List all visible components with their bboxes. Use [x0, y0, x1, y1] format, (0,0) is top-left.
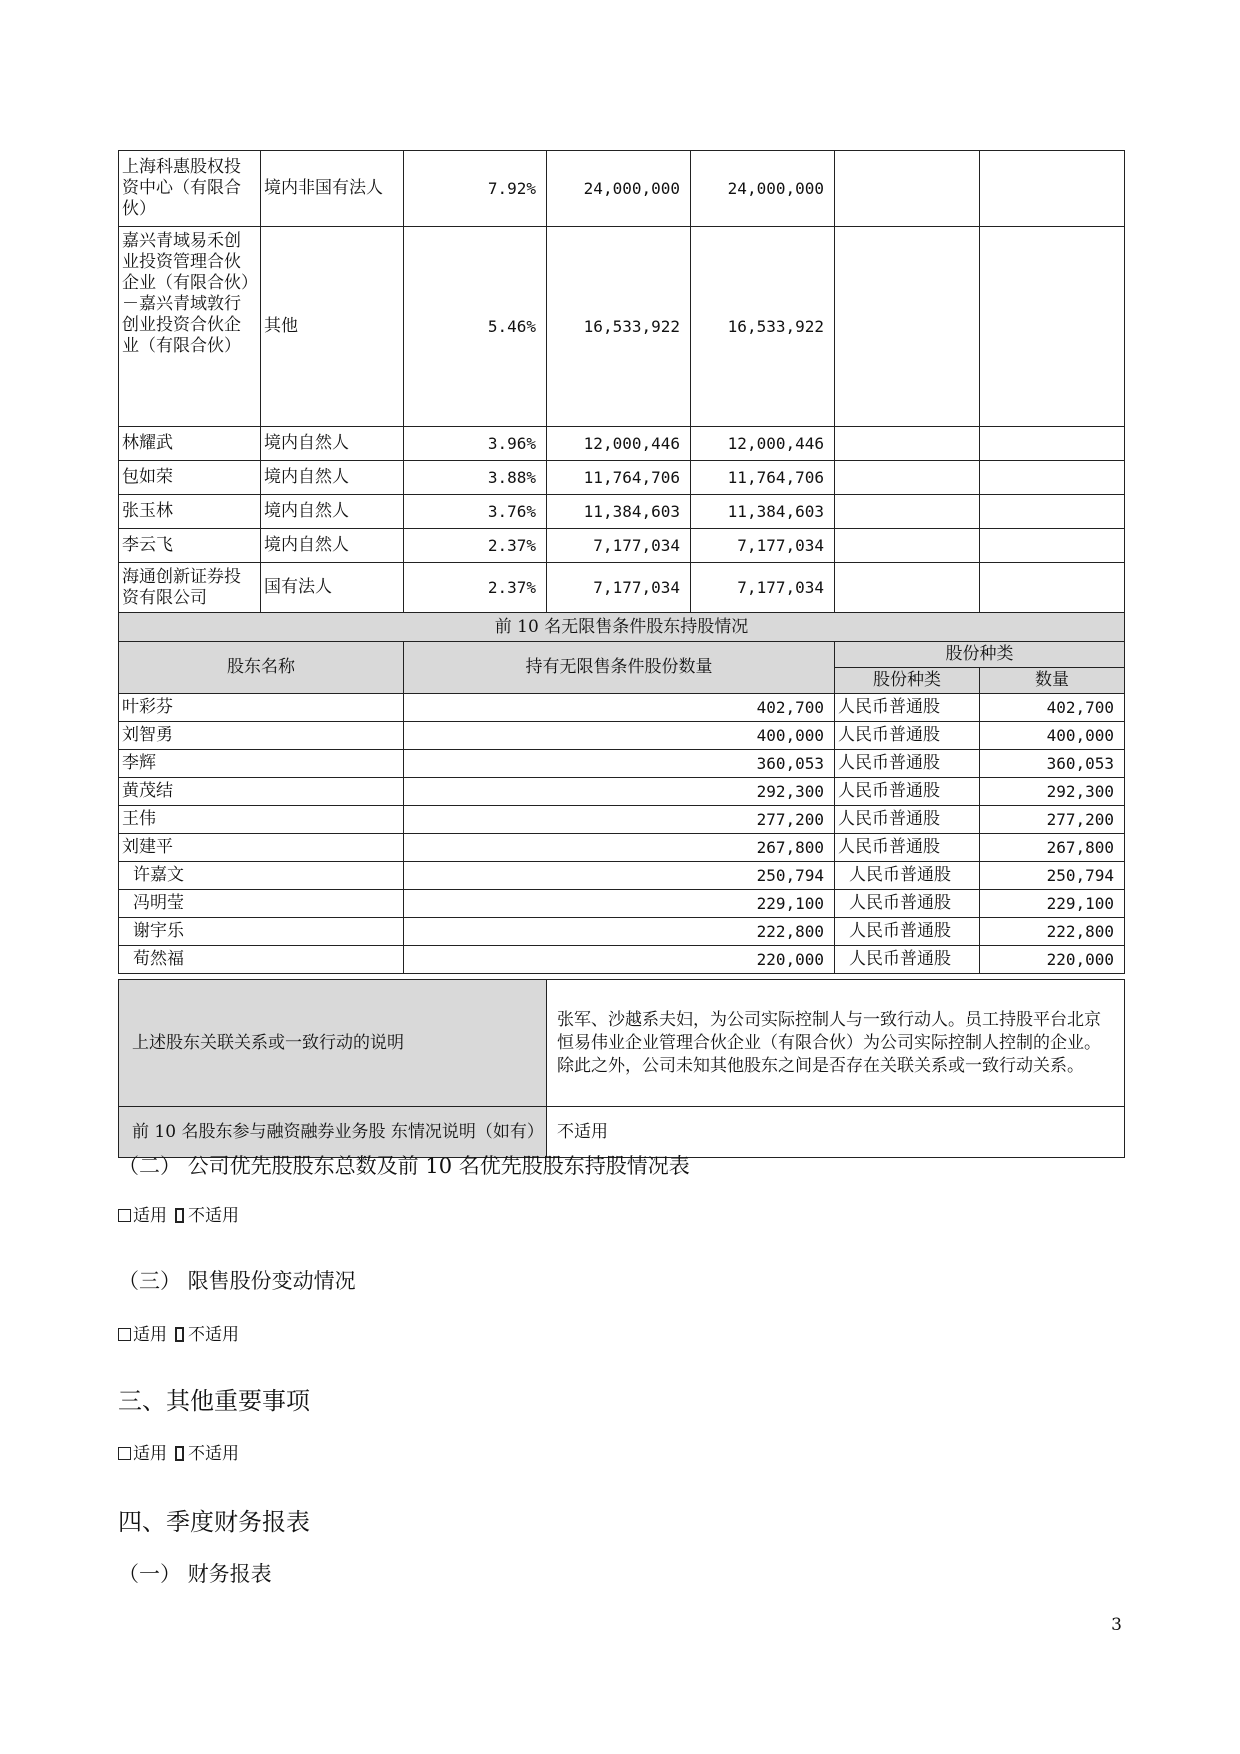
share-count: 222,800: [980, 918, 1125, 946]
top-shareholder-rows: [119, 151, 1125, 613]
table-row: [119, 946, 1125, 974]
empty-cell: [980, 151, 1125, 227]
shareholder-table: [118, 150, 1125, 974]
relation-text-para2: 除此之外，公司未知其他股东之间是否存在关联关系或一致行动关系。: [557, 1055, 1084, 1076]
holder-pct: 5.46%: [404, 227, 547, 427]
empty-cell: [835, 427, 980, 461]
share-kind: 人民币普通股: [835, 750, 980, 778]
holder-type: 境内自然人: [261, 495, 404, 529]
empty-cell: [980, 563, 1125, 613]
page-number: 3: [1111, 1615, 1122, 1635]
holder-restricted: 24,000,000: [691, 151, 835, 227]
col-header-count: 数量: [980, 668, 1125, 694]
col-header-kind: 股份种类: [835, 668, 980, 694]
holder-qty: 220,000: [404, 946, 835, 974]
holder-type: 境内非国有法人: [261, 151, 404, 227]
relation-text: [547, 980, 1125, 1107]
holder-type: 境内自然人: [261, 461, 404, 495]
checkbox-empty-icon[interactable]: [118, 1328, 131, 1341]
holder-pct: 3.96%: [404, 427, 547, 461]
share-kind: 人民币普通股: [835, 946, 980, 974]
header-row: [119, 642, 1125, 668]
table-row: [119, 778, 1125, 806]
holder-restricted: 11,764,706: [691, 461, 835, 495]
holder-type: 境内自然人: [261, 529, 404, 563]
holder-qty: 400,000: [404, 722, 835, 750]
holder-qty: 250,794: [404, 862, 835, 890]
holder-name: 刘建平: [119, 834, 404, 862]
holder-shares: 12,000,446: [547, 427, 691, 461]
holder-name: 林耀武: [119, 427, 261, 461]
empty-cell: [835, 461, 980, 495]
empty-cell: [835, 495, 980, 529]
holder-restricted: 7,177,034: [691, 563, 835, 613]
section-fin-title: 四、季度财务报表: [118, 1508, 310, 1536]
empty-cell: [980, 529, 1125, 563]
holder-restricted: 11,384,603: [691, 495, 835, 529]
section-pref-title: （二） 公司优先股股东总数及前 10 名优先股股东持股情况表: [118, 1154, 690, 1178]
holder-shares: 16,533,922: [547, 227, 691, 427]
relation-text-para1: 张军、沙越系夫妇，为公司实际控制人与一致行动人。员工持股平台北京恒易伟业企业管理合伙企业（有限合伙）为公司实际控制人控制的企业。: [557, 1009, 1101, 1053]
holder-shares: 11,764,706: [547, 461, 691, 495]
empty-cell: [835, 529, 980, 563]
table-row: [119, 529, 1125, 563]
col-header-name: 股东名称: [119, 642, 404, 694]
col-header-kind-group: 股份种类: [835, 642, 1125, 668]
table-row: [119, 918, 1125, 946]
table-row: [119, 806, 1125, 834]
holder-name: 张玉林: [119, 495, 261, 529]
share-kind: 人民币普通股: [835, 862, 980, 890]
holder-name: 叶彩芬: [119, 694, 404, 722]
share-kind: 人民币普通股: [835, 806, 980, 834]
holder-type: 境内自然人: [261, 427, 404, 461]
option-row-other: [118, 1439, 239, 1464]
checkbox-checked-icon[interactable]: [175, 1446, 184, 1461]
table-row: [119, 834, 1125, 862]
holder-pct: 7.92%: [404, 151, 547, 227]
holder-name: 王伟: [119, 806, 404, 834]
unrestricted-title: 前 10 名无限售条件股东持股情况: [119, 613, 1125, 642]
empty-cell: [980, 227, 1125, 427]
share-kind: 人民币普通股: [835, 918, 980, 946]
option-applicable: 适用: [133, 1206, 167, 1226]
table-row: [119, 862, 1125, 890]
holder-name: 冯明莹: [119, 890, 404, 918]
holder-restricted: 16,533,922: [691, 227, 835, 427]
checkbox-checked-icon[interactable]: [175, 1208, 184, 1223]
holder-name: 黄茂结: [119, 778, 404, 806]
holder-name: 许嘉文: [119, 862, 404, 890]
empty-cell: [835, 227, 980, 427]
holder-name: 李辉: [119, 750, 404, 778]
option-row-restricted: [118, 1320, 239, 1345]
holder-pct: 3.76%: [404, 495, 547, 529]
holder-shares: 7,177,034: [547, 563, 691, 613]
empty-cell: [980, 495, 1125, 529]
holder-shares: 24,000,000: [547, 151, 691, 227]
share-kind: 人民币普通股: [835, 834, 980, 862]
share-kind: 人民币普通股: [835, 694, 980, 722]
holder-qty: 402,700: [404, 694, 835, 722]
table-row: [119, 750, 1125, 778]
holder-restricted: 12,000,446: [691, 427, 835, 461]
holder-shares: 7,177,034: [547, 529, 691, 563]
empty-cell: [980, 461, 1125, 495]
table-row: [119, 890, 1125, 918]
holder-qty: 267,800: [404, 834, 835, 862]
share-count: 400,000: [980, 722, 1125, 750]
relation-row: [119, 980, 1125, 1107]
table-row: [119, 227, 1125, 427]
table-row: [119, 563, 1125, 613]
section-restricted-title: （三） 限售股份变动情况: [118, 1269, 356, 1293]
share-count: 250,794: [980, 862, 1125, 890]
holder-pct: 2.37%: [404, 529, 547, 563]
unrestricted-section: [119, 613, 1125, 974]
option-not-applicable: 不适用: [188, 1444, 239, 1464]
holder-name: 上海科惠股权投资中心（有限合伙）: [119, 151, 261, 227]
option-applicable: 适用: [133, 1444, 167, 1464]
holder-name: 荀然福: [119, 946, 404, 974]
holder-qty: 360,053: [404, 750, 835, 778]
holder-pct: 2.37%: [404, 563, 547, 613]
share-kind: 人民币普通股: [835, 722, 980, 750]
checkbox-empty-icon[interactable]: [118, 1209, 131, 1222]
section-fin-subtitle: （一） 财务报表: [118, 1562, 272, 1586]
margin-value: 不适用: [547, 1107, 1125, 1158]
holder-pct: 3.88%: [404, 461, 547, 495]
share-count: 220,000: [980, 946, 1125, 974]
table-row: [119, 151, 1125, 227]
empty-cell: [980, 427, 1125, 461]
holder-qty: 229,100: [404, 890, 835, 918]
share-count: 229,100: [980, 890, 1125, 918]
holder-name: 嘉兴青域易禾创业投资管理合伙企业（有限合伙）－嘉兴青域敦行创业投资合伙企业（有限合伙）: [119, 227, 261, 427]
holder-name: 包如荣: [119, 461, 261, 495]
empty-cell: [835, 151, 980, 227]
share-count: 277,200: [980, 806, 1125, 834]
checkbox-empty-icon[interactable]: [118, 1447, 131, 1460]
section-title-row: [119, 613, 1125, 642]
table-row: [119, 722, 1125, 750]
option-not-applicable: 不适用: [188, 1325, 239, 1345]
holder-restricted: 7,177,034: [691, 529, 835, 563]
option-not-applicable: 不适用: [188, 1206, 239, 1226]
option-row-pref: [118, 1201, 239, 1226]
share-kind: 人民币普通股: [835, 890, 980, 918]
holder-qty: 277,200: [404, 806, 835, 834]
table-row: [119, 495, 1125, 529]
holder-type: 国有法人: [261, 563, 404, 613]
holder-name: 刘智勇: [119, 722, 404, 750]
share-count: 402,700: [980, 694, 1125, 722]
col-header-qty: 持有无限售条件股份数量: [404, 642, 835, 694]
share-count: 267,800: [980, 834, 1125, 862]
holder-name: 李云飞: [119, 529, 261, 563]
empty-cell: [835, 563, 980, 613]
share-count: 360,053: [980, 750, 1125, 778]
holder-qty: 222,800: [404, 918, 835, 946]
share-kind: 人民币普通股: [835, 778, 980, 806]
table-row: [119, 694, 1125, 722]
margin-label: 前 10 名股东参与融资融券业务股 东情况说明（如有）: [119, 1107, 547, 1158]
share-count: 292,300: [980, 778, 1125, 806]
holder-qty: 292,300: [404, 778, 835, 806]
holder-name: 谢宇乐: [119, 918, 404, 946]
holder-shares: 11,384,603: [547, 495, 691, 529]
checkbox-checked-icon[interactable]: [175, 1327, 184, 1342]
relation-label: 上述股东关联关系或一致行动的说明: [119, 980, 547, 1107]
holder-name: 海通创新证券投资有限公司: [119, 563, 261, 613]
option-applicable: 适用: [133, 1325, 167, 1345]
table-row: [119, 461, 1125, 495]
holder-type: 其他: [261, 227, 404, 427]
table-row: [119, 427, 1125, 461]
section-other-title: 三、其他重要事项: [118, 1387, 310, 1415]
relation-table: [118, 979, 1125, 1158]
